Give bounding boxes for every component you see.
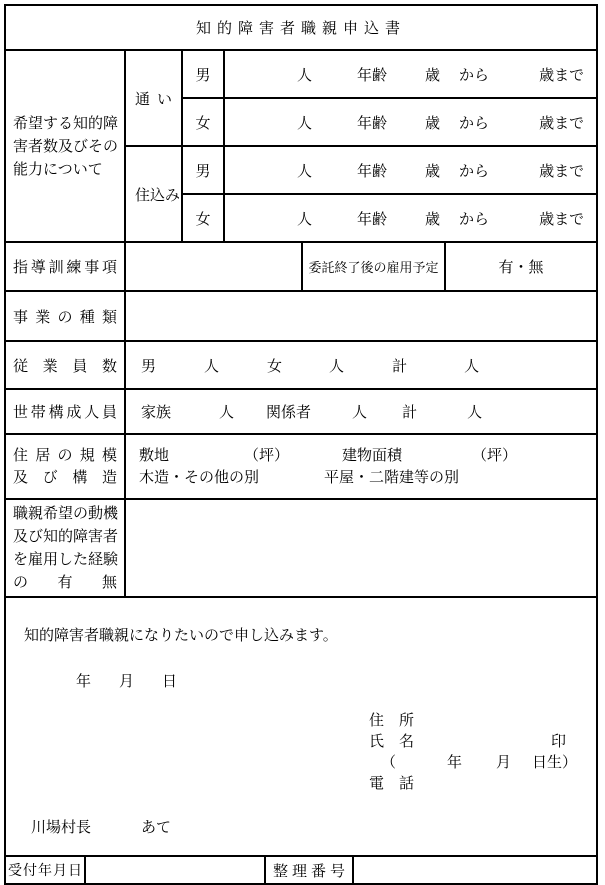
- commute-male-label: 男: [182, 50, 224, 98]
- capacity-label-line1: 希望する知的障: [13, 114, 119, 132]
- serial-number-entry-area: [353, 856, 597, 884]
- business-label: 事業の種類: [13, 308, 117, 326]
- person-unit: 人: [297, 66, 313, 84]
- addressee-name: 川場村長: [31, 819, 92, 836]
- business-entry-area: [125, 291, 597, 341]
- household-label: 世帯構成人員: [13, 404, 117, 421]
- employees-entry: [125, 341, 597, 389]
- stories-label: 平屋・二階建等の別: [324, 468, 460, 486]
- employees-label: 従業員数: [13, 357, 117, 375]
- household-entry: [125, 389, 597, 434]
- age-label: 年齢: [357, 210, 388, 228]
- person-unit: 人: [352, 404, 368, 421]
- total-label: 計: [392, 357, 408, 375]
- birth-month-label: 月: [496, 754, 512, 771]
- age-to-unit: 歳まで: [539, 162, 585, 180]
- commute-female-entry: [224, 98, 597, 146]
- person-unit: 人: [464, 357, 480, 375]
- phone-label: 電 話: [369, 775, 415, 792]
- residence-label-line2: 及び構造: [13, 468, 117, 486]
- motive-entry-area: [125, 499, 597, 597]
- residence-entry: [125, 434, 597, 499]
- building-area-label: 建物面積: [342, 446, 403, 464]
- date-line: [6, 670, 177, 691]
- address-label: 住 所: [369, 712, 415, 729]
- commute-female-label: 女: [182, 98, 224, 146]
- age-to-unit: 歳まで: [539, 210, 585, 228]
- residence-label-cell: [5, 434, 125, 499]
- declaration-statement: 知的障害者職親になりたいので申し込みます。: [24, 627, 338, 644]
- year-label: 年: [76, 673, 92, 690]
- guidance-entry-area: [125, 242, 302, 291]
- commute-label: 通い: [135, 90, 172, 108]
- day-label: 日: [162, 673, 178, 690]
- person-unit: 人: [467, 404, 483, 421]
- birthdate-line: [369, 752, 578, 773]
- person-unit: 人: [219, 404, 235, 421]
- guidance-label: 指導訓練事項: [13, 259, 117, 276]
- age-from-unit: 歳: [425, 114, 441, 132]
- residence-label-line1: 住居の規模: [13, 446, 117, 464]
- age-from-unit: 歳: [425, 210, 441, 228]
- commute-label-cell: [125, 50, 182, 146]
- motive-label-line1: 職親希望の動機: [13, 505, 119, 522]
- related-label: 関係者: [266, 404, 312, 421]
- person-unit: 人: [297, 210, 313, 228]
- birth-day-label: 日生）: [532, 754, 578, 771]
- form-table: [4, 4, 598, 885]
- received-date-entry-area: [85, 856, 265, 884]
- from-label: から: [459, 66, 490, 84]
- person-unit: 人: [297, 114, 313, 132]
- month-label: 月: [119, 673, 135, 690]
- livein-label-cell: [125, 146, 182, 242]
- household-label-cell: [5, 389, 125, 434]
- employees-label-cell: [5, 341, 125, 389]
- site-tsubo-unit: （坪）: [244, 446, 290, 464]
- capacity-label-line3: 能力について: [13, 160, 103, 178]
- age-from-unit: 歳: [425, 162, 441, 180]
- motive-label-line4: の有無: [13, 574, 117, 591]
- livein-male-label: 男: [182, 146, 224, 194]
- motive-label-line2: 及び知的障害者: [13, 528, 119, 545]
- birth-year-label: 年: [447, 754, 463, 771]
- employees-female-label: 女: [267, 357, 283, 375]
- person-unit: 人: [297, 162, 313, 180]
- livein-female-entry: [224, 194, 597, 242]
- birth-open-paren: （: [381, 754, 397, 771]
- person-unit: 人: [204, 357, 220, 375]
- motive-label-cell: [5, 499, 125, 597]
- motive-label-line3: を雇用した経験: [13, 551, 119, 568]
- name-line: [369, 731, 566, 752]
- livein-label: 住込み: [135, 186, 181, 204]
- addressee-suffix: あて: [141, 819, 172, 836]
- applicant-block: [369, 710, 578, 794]
- from-label: から: [459, 162, 490, 180]
- post-employment-label: 委託終了後の雇用予定: [302, 242, 445, 291]
- wooden-or-other-label: 木造・その他の別: [139, 468, 260, 486]
- employees-male-label: 男: [141, 357, 157, 375]
- form-title: 知的障害者職親申込書: [5, 5, 597, 50]
- seal-mark: 印: [550, 733, 566, 750]
- declaration-section: [5, 597, 597, 856]
- from-label: から: [459, 114, 490, 132]
- received-date-label: 受付年月日: [8, 862, 82, 878]
- capacity-label-line2: 害者数及びその: [13, 137, 119, 155]
- received-date-label-cell: [5, 856, 85, 884]
- serial-number-label: 整理番号: [273, 862, 345, 880]
- from-label: から: [459, 210, 490, 228]
- age-from-unit: 歳: [425, 66, 441, 84]
- age-label: 年齢: [357, 162, 388, 180]
- total-label: 計: [402, 404, 418, 421]
- person-unit: 人: [329, 357, 345, 375]
- age-label: 年齢: [357, 114, 388, 132]
- family-label: 家族: [141, 404, 172, 421]
- age-to-unit: 歳まで: [539, 114, 585, 132]
- guidance-label-cell: [5, 242, 125, 291]
- livein-male-entry: [224, 146, 597, 194]
- employment-options: 有・無: [445, 242, 597, 291]
- age-label: 年齢: [357, 66, 388, 84]
- serial-number-label-cell: [265, 856, 353, 884]
- capacity-label: [5, 50, 125, 242]
- building-tsubo-unit: （坪）: [472, 446, 518, 464]
- site-label: 敷地: [139, 446, 170, 464]
- addressee-line: [6, 816, 171, 837]
- livein-female-label: 女: [182, 194, 224, 242]
- name-label: 氏 名: [369, 733, 415, 750]
- business-label-cell: [5, 291, 125, 341]
- age-to-unit: 歳まで: [539, 66, 585, 84]
- commute-male-entry: [224, 50, 597, 98]
